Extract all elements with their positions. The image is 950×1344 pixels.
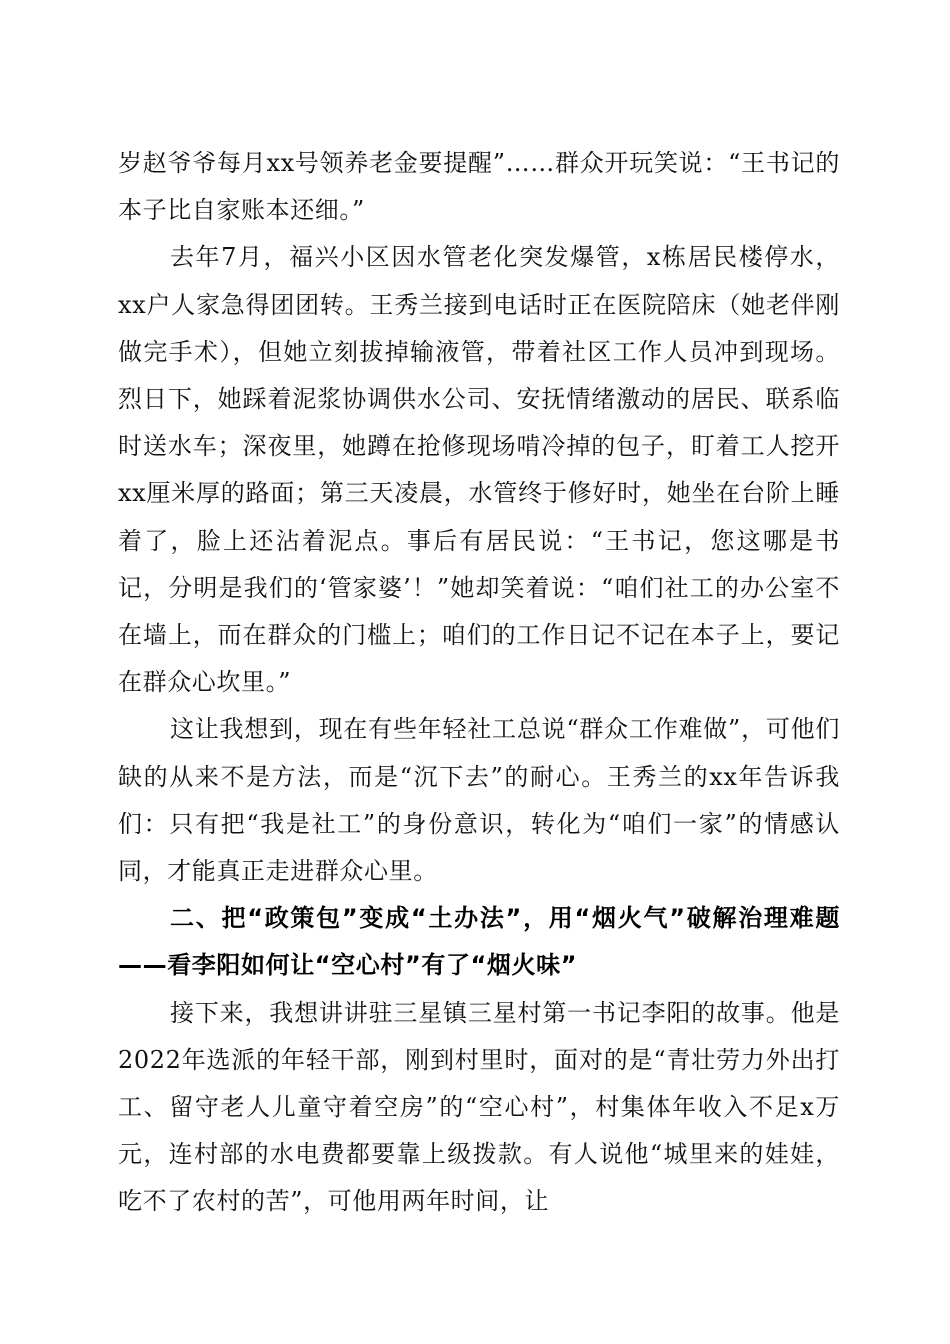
section-heading-two: 二、把“政策包”变成“土办法”，用“烟火气”破解治理难题——看李阳如何让“空心村”有了“烟火味”: [118, 904, 840, 980]
body-paragraph-li-yang-story: 接下来，我想讲讲驻三星镇三星村第一书记李阳的故事。他是2022年选派的年轻干部，刚到村里时，面对的是“青壮劳力外出打工、留守老人儿童守着空房”的“空心村”，村集体年收入不足x万元，连村部的水电费都要靠上级拨款。有人说他“城里来的娃娃，吃不了农村的苦”，可他用两年时间，让: [118, 998, 840, 1216]
continuation-paragraph: 岁赵爷爷每月xx号领养老金要提醒”……群众开玩笑说：“王书记的本子比自家账本还细。”: [118, 149, 840, 225]
body-paragraph-reflection: 这让我想到，现在有些年轻社工总说“群众工作难做”，可他们缺的从来不是方法，而是“沉下去”的耐心。王秀兰的xx年告诉我们：只有把“我是社工”的身份意识，转化为“咱们一家”的情感认同，才能真正走进群众心里。: [118, 715, 840, 886]
page-body: [118, 140, 840, 1226]
body-paragraph-water-pipe-story: 去年7月，福兴小区因水管老化突发爆管，x栋居民楼停水，xx户人家急得团团转。王秀兰接到电话时正在医院陪床（她老伴刚做完手术），但她立刻拔掉输液管，带着社区工作人员冲到现场。烈日下，她踩着泥浆协调供水公司、安抚情绪激动的居民、联系临时送水车；深夜里，她蹲在抢修现场啃冷掉的包子，盯着工人挖开xx厘米厚的路面；第三天凌晨，水管终于修好时，她坐在台阶上睡着了，脸上还沾着泥点。事后有居民说：“王书记，您这哪是书记，分明是我们的‘管家婆’！”她却笑着说：“咱们社工的办公室不在墙上，而在群众的门槛上；咱们的工作日记不记在本子上，要记在群众心坎里。”: [118, 243, 840, 697]
